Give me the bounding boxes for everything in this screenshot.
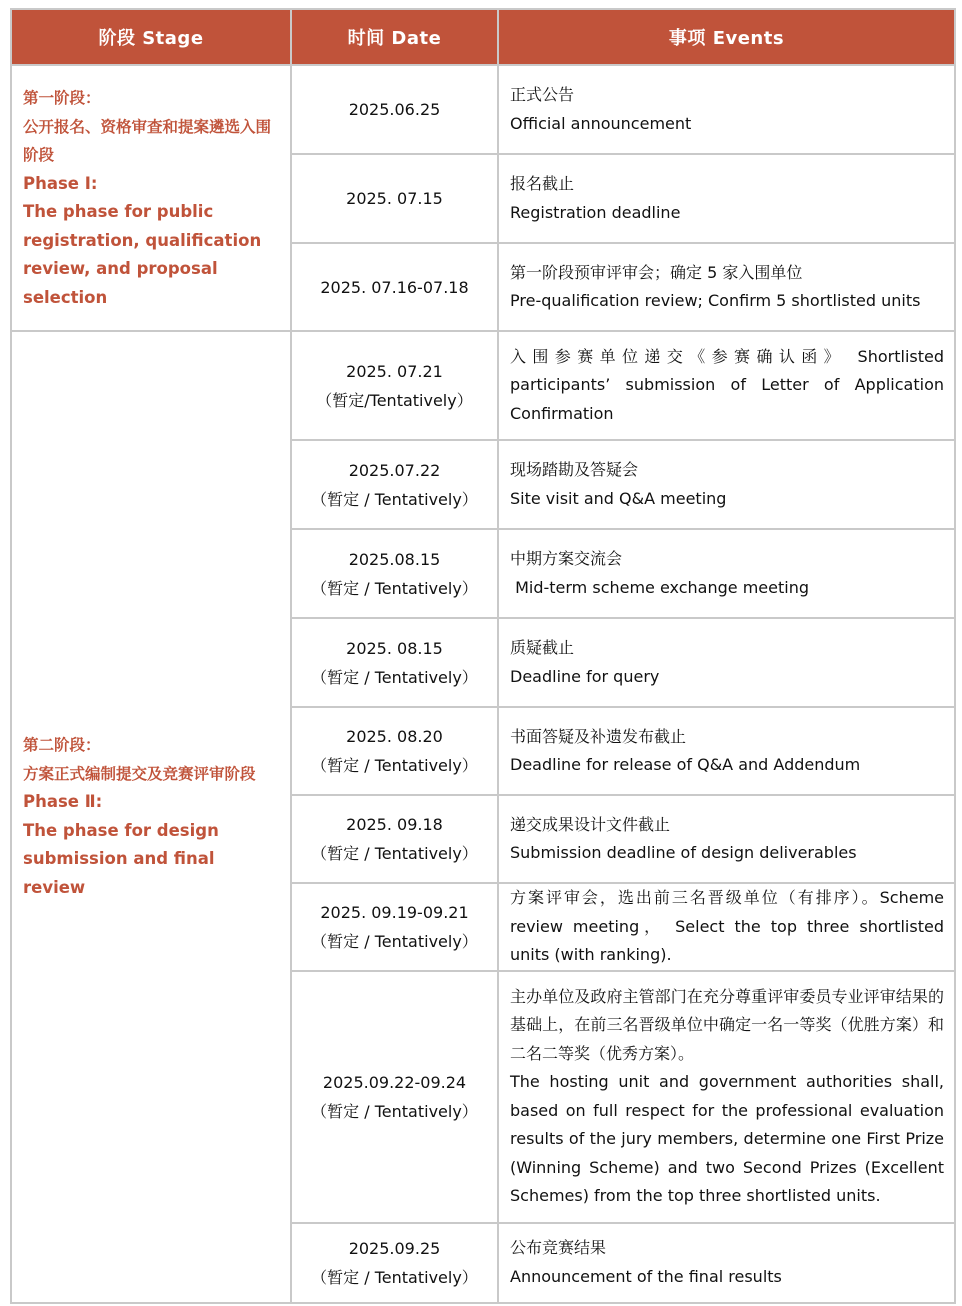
date-cell xyxy=(291,795,498,883)
date-value: 2025. 08.15 xyxy=(346,638,443,658)
phase-1-en-title: Phase I: xyxy=(23,173,98,193)
event-cell xyxy=(498,529,955,618)
date-value: 2025.07.22 xyxy=(348,460,441,480)
date-cell xyxy=(291,440,498,529)
event-cell xyxy=(498,440,955,529)
event-cn: 递交成果设计文件截止 xyxy=(510,814,671,834)
event-cn: 公布竞赛结果 xyxy=(510,1238,607,1257)
date-note: （暂定 / Tentatively） xyxy=(311,844,478,863)
event-en: Pre-qualification review; Confirm 5 shortlisted units xyxy=(510,291,921,310)
date-value: 2025. 09.18 xyxy=(346,815,443,834)
phase-2-en-title: Phase Ⅱ: xyxy=(23,792,103,812)
event-cn: 主办单位及政府主管部门在充分尊重评审委员专业评审结果的基础上，在前三名晋级单位中确定一名一等奖（优胜方案）和二名二等奖（优秀方案）。 xyxy=(510,986,944,1063)
date-value: 2025. 07.21 xyxy=(346,361,443,381)
phase-1-cn-desc: 公开报名、资格审查和提案遴选入围阶段 xyxy=(23,117,272,164)
event-en: Registration deadline xyxy=(510,202,681,222)
date-cell xyxy=(291,243,498,331)
date-cell xyxy=(291,707,498,795)
event-en: Submission deadline of design deliverables xyxy=(510,843,857,862)
event-en: Deadline for query xyxy=(510,666,660,686)
phase-2-en-desc: The phase for design submission and final review xyxy=(23,820,219,897)
event-cell xyxy=(498,795,955,883)
event-cell xyxy=(498,618,955,707)
header-row xyxy=(11,9,955,65)
date-note: （暂定 / Tentatively） xyxy=(311,578,478,598)
event-text: 入围参赛单位递交《参赛确认函》 Shortlisted participants’ submission of Letter of Application Confirmation xyxy=(510,346,944,423)
date-cell xyxy=(291,154,498,243)
header-events: 事项 Events xyxy=(498,9,955,65)
table-row xyxy=(11,65,955,154)
date-value: 2025. 08.20 xyxy=(346,727,443,746)
date-note: （暂定 / Tentatively） xyxy=(311,667,478,687)
event-en: Official announcement xyxy=(510,113,692,133)
event-cn: 第一阶段预审评审会；确定 5 家入围单位 xyxy=(510,262,803,282)
event-cn: 书面答疑及补遗发布截止 xyxy=(510,726,687,746)
date-value: 2025. 09.19-09.21 xyxy=(320,902,469,922)
event-text: 方案评审会，选出前三名晋级单位（有排序）。Scheme review meeting， Select the top three shortlisted units (with ranking). xyxy=(510,888,944,964)
date-cell xyxy=(291,65,498,154)
date-value: 2025.09.25 xyxy=(348,1238,441,1258)
date-cell xyxy=(291,883,498,971)
date-value: 2025.09.22-09.24 xyxy=(322,1072,467,1092)
event-en: Announcement of the final results xyxy=(510,1266,782,1286)
header-stage: 阶段 Stage xyxy=(11,9,291,65)
date-value: 2025. 07.16-07.18 xyxy=(320,277,469,297)
date-value: 2025.06.25 xyxy=(348,100,441,119)
event-cn: 报名截止 xyxy=(510,174,575,193)
date-note: （暂定 / Tentatively） xyxy=(311,1267,478,1287)
event-cn: 中期方案交流会 xyxy=(510,549,623,568)
phase-1-cn-title: 第一阶段： xyxy=(23,89,101,107)
event-cell xyxy=(498,1223,955,1303)
event-en: Site visit and Q&A meeting xyxy=(510,488,727,508)
phase-1-en-desc: The phase for public registration, qualification review, and proposal selection xyxy=(23,202,262,307)
event-en: The hosting unit and government authorities shall, based on full respect for the professional evaluation results of the jury members, determine one First Prize (Winning Scheme) and two Second Prizes (Excellent Schemes) from the top three shortlisted units. xyxy=(510,1072,944,1205)
date-note: （暂定 / Tentatively） xyxy=(311,931,478,951)
date-cell xyxy=(291,618,498,707)
phase-2-cn-title: 第二阶段： xyxy=(23,736,101,755)
date-value: 2025. 07.15 xyxy=(346,189,443,208)
date-value: 2025.08.15 xyxy=(348,549,441,569)
event-cell xyxy=(498,883,955,971)
phase-1-cell xyxy=(11,65,291,331)
date-note: （暂定 / Tentatively） xyxy=(311,756,478,775)
date-cell xyxy=(291,331,498,440)
event-cn: 现场踏勘及答疑会 xyxy=(510,460,639,479)
event-cell xyxy=(498,707,955,795)
date-cell xyxy=(291,529,498,618)
schedule-table xyxy=(10,8,956,1304)
event-cell xyxy=(498,331,955,440)
phase-2-cn-desc: 方案正式编制提交及竞赛评审阶段 xyxy=(23,764,256,783)
date-note: （暂定 / Tentatively） xyxy=(311,1101,478,1121)
event-cn: 正式公告 xyxy=(510,85,575,104)
event-cell xyxy=(498,971,955,1223)
event-en: Mid-term scheme exchange meeting xyxy=(510,577,809,597)
event-cell xyxy=(498,243,955,331)
date-note: （暂定/Tentatively） xyxy=(316,390,473,410)
event-cell xyxy=(498,65,955,154)
phase-2-cell xyxy=(11,331,291,1303)
event-cn: 质疑截止 xyxy=(510,638,575,657)
date-note: （暂定 / Tentatively） xyxy=(311,489,478,509)
table-row xyxy=(11,331,955,440)
event-en: Deadline for release of Q&A and Addendum xyxy=(510,755,861,774)
date-cell xyxy=(291,971,498,1223)
date-cell xyxy=(291,1223,498,1303)
header-date: 时间 Date xyxy=(291,9,498,65)
event-cell xyxy=(498,154,955,243)
